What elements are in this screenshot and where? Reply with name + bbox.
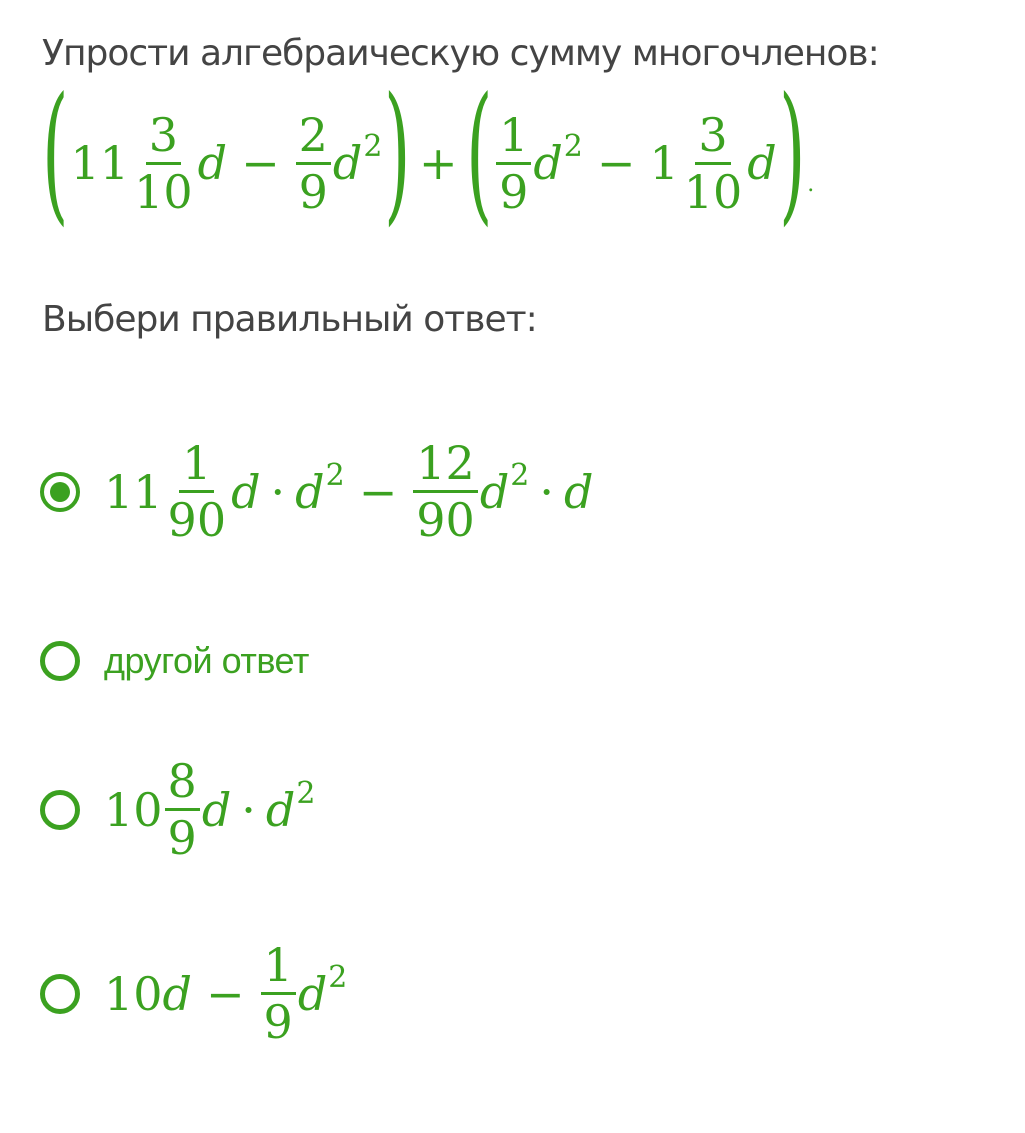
answer-3-variable: d (201, 782, 232, 837)
close-paren-2: ) (778, 66, 806, 240)
answer-1-whole: 11 (104, 464, 163, 519)
answer-4-expression (104, 938, 348, 1049)
radio-button[interactable] (40, 974, 80, 1014)
answer-1-dot: · (270, 464, 286, 519)
answer-4-whole: 10 (104, 966, 163, 1021)
answer-4-minus: − (206, 966, 245, 1021)
term3-exponent: 2 (563, 129, 583, 164)
answer-1-dot-2: · (539, 464, 554, 519)
choose-label: Выбери правильный ответ: (42, 299, 537, 340)
answer-4-numerator: 1 (261, 942, 296, 995)
answer-3-fraction (165, 754, 200, 865)
radio-button[interactable] (40, 641, 80, 681)
term2-variable: d (332, 136, 363, 190)
answer-3-exponent: 2 (296, 775, 316, 811)
answer-1-fraction-a (165, 436, 230, 547)
term4-denominator: 10 (683, 164, 743, 219)
answer-option-2[interactable] (40, 640, 309, 682)
close-paren: ) (384, 66, 411, 240)
term4-whole: 1 (649, 136, 679, 190)
answer-3-dot: · (241, 782, 256, 837)
term2-fraction (296, 107, 331, 219)
radio-dot-icon (50, 482, 70, 502)
answer-1-variable-b: d (479, 464, 510, 519)
term1-denominator: 10 (134, 164, 193, 219)
answer-1-fraction-b (413, 436, 478, 547)
minus-sign-2: − (596, 136, 636, 190)
term4-variable: d (747, 136, 777, 190)
answer-1-variable-a2: d (295, 464, 325, 519)
answer-1-numerator-a: 1 (179, 440, 214, 493)
task-title: Упрости алгебраическую сумму многочленов: (42, 33, 879, 74)
radio-button[interactable] (40, 790, 80, 830)
answer-1-denominator-a: 90 (167, 493, 227, 547)
term3-denominator: 9 (499, 164, 529, 219)
answer-option-3[interactable] (40, 754, 316, 865)
answer-4-exponent: 2 (328, 959, 348, 995)
answer-4-denominator: 9 (263, 995, 293, 1049)
polynomial-expression (40, 66, 815, 240)
answer-1-variable-b2: d (563, 464, 594, 519)
plus-sign: + (418, 136, 458, 190)
answer-1-numerator-b: 12 (413, 440, 478, 493)
answer-4-fraction (261, 938, 296, 1049)
answer-1-exponent-b: 2 (510, 457, 530, 493)
minus-sign: − (241, 136, 280, 190)
answer-3-denominator: 9 (167, 811, 197, 865)
answer-1-expression (104, 436, 594, 547)
term1-whole: 11 (70, 136, 130, 190)
term1-variable: d (197, 136, 228, 190)
answer-2-label: другой ответ (104, 640, 309, 681)
term2-exponent: 2 (363, 129, 383, 164)
term4-fraction (681, 107, 746, 219)
answer-3-expression (104, 754, 316, 865)
term3-numerator: 1 (496, 112, 531, 165)
answer-option-4[interactable] (40, 938, 348, 1049)
term3-variable: d (533, 136, 563, 190)
open-paren: ( (42, 66, 69, 240)
answer-1-denominator-b: 90 (416, 493, 475, 547)
answer-option-1[interactable] (40, 436, 594, 547)
term2-denominator: 9 (298, 164, 328, 219)
answer-3-numerator: 8 (165, 758, 200, 811)
radio-button-selected[interactable] (40, 472, 80, 512)
answer-1-variable-a: d (231, 464, 261, 519)
open-paren-2: ( (465, 66, 492, 240)
term4-numerator: 3 (695, 112, 730, 165)
term1-numerator: 3 (146, 112, 181, 165)
answer-1-exponent-a: 2 (325, 457, 345, 493)
answer-1-minus: − (358, 464, 398, 519)
answer-3-whole: 10 (104, 782, 163, 837)
term3-fraction (496, 107, 531, 219)
term1-fraction (131, 107, 196, 219)
answer-3-variable-2: d (265, 782, 296, 837)
answer-4-variable: d (162, 966, 192, 1021)
period: . (807, 172, 815, 197)
answer-4-variable-b: d (297, 966, 328, 1021)
term2-numerator: 2 (296, 112, 331, 165)
